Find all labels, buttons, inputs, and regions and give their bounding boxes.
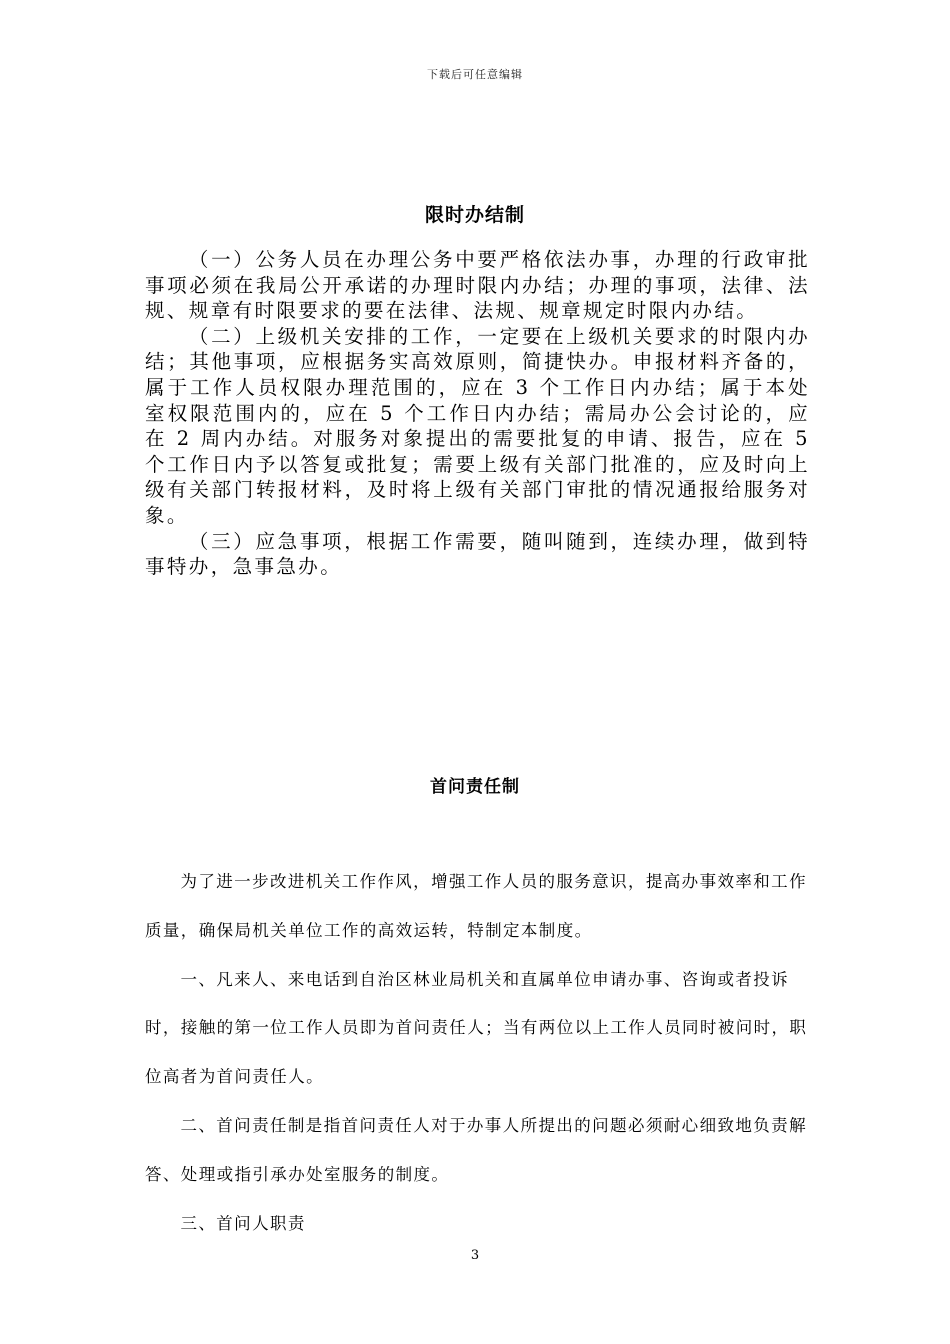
paragraph: 一、凡来人、来电话到自治区林业局机关和直属单位申请办事、咨询或者投诉时，接触的第一位工作人员即为首问责任人；当有两位以上工作人员同时被问时，职位高者为首问责任人。 [145, 969, 808, 1087]
section-title-first-inquiry: 首问责任制 [430, 777, 520, 797]
paragraph: 三、首问人职责 [180, 1213, 306, 1233]
section-first-inquiry-body [145, 858, 810, 1248]
header-note: 下载后可任意编辑 [427, 68, 523, 81]
paragraph: （二）上级机关安排的工作，一定要在上级机关要求的时限内办结；其他事项，应根据务实高效原则，简捷快办。申报材料齐备的，属于工作人员权限办理范围的，应在 3 个工作日内办结；属于本处室权限范围内的，应在 5 个工作日内办结；需局办公会讨论的，应在 2 周内办结。对服务对象提出的需要批复的申请、报告，应在 5 个工作日内予以答复或批复；需要上级有关部门批准的，应及时向上级有关部门转报材料，及时将上级有关部门审批的情况通报给服务对象。 [145, 324, 810, 527]
section-time-limit-body [145, 247, 810, 580]
page-number: 3 [470, 1248, 480, 1263]
paragraph: 为了进一步改进机关工作作风，增强工作人员的服务意识，提高办事效率和工作质量，确保局机关单位工作的高效运转，特制定本制度。 [145, 872, 807, 940]
section-title-time-limit: 限时办结制 [424, 204, 525, 226]
paragraph: （一）公务人员在办理公务中要严格依法办事，办理的行政审批事项必须在我局公开承诺的办理时限内办结；办理的事项，法律、法规、规章有时限要求的要在法律、法规、规章规定时限内办结。 [145, 248, 810, 323]
paragraph: 二、首问责任制是指首问责任人对于办事人所提出的问题必须耐心细致地负责解答、处理或指引承办处室服务的制度。 [145, 1115, 807, 1184]
paragraph: （三）应急事项，根据工作需要，随叫随到，连续办理，做到特事特办，急事急办。 [145, 529, 810, 579]
